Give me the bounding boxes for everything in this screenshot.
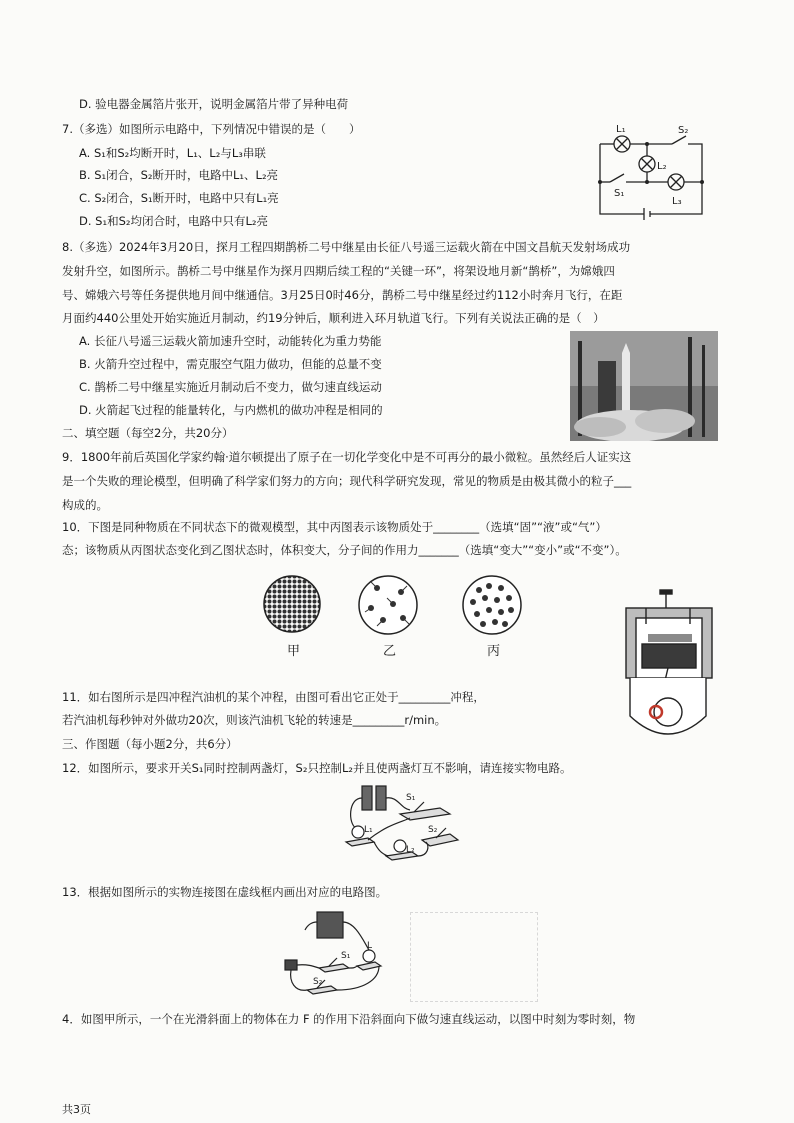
q7-label-s1: S₁	[614, 188, 625, 199]
q7-option-a: A. S₁和S₂均断开时，L₁、L₂与L₃串联	[79, 146, 266, 160]
q7-stem: 7.（多选）如图所示电路中，下列情况中错误的是（ ）	[62, 122, 361, 136]
q12-label-l1: L₁	[364, 825, 373, 835]
q8-stem-line3: 号、嫦娥六号等任务提供地月间中继通信。3月25日0时46分，鹊桥二号中继星经过约112小时奔月飞行，在距	[62, 288, 623, 302]
q12-physical-circuit	[338, 780, 462, 866]
q9-line2: 是一个失败的理论模型，但明确了科学家们努力的方向；现代科学研究发现，常见的物质是由极其微小的粒子___	[62, 474, 632, 488]
caption-jia: 甲	[287, 644, 301, 659]
q13-physical-circuit	[283, 910, 389, 1000]
q12-label-l2: L₂	[406, 845, 415, 855]
liquid-molecule-model	[461, 574, 523, 636]
caption-yi: 乙	[383, 644, 397, 659]
q13-line1: 13．根据如图所示的实物连接图在虚线框内画出对应的电路图。	[62, 885, 388, 899]
q7-option-b: B. S₁闭合，S₂断开时，电路中L₁、L₂亮	[79, 168, 279, 182]
q7-label-l2: L₂	[657, 161, 667, 172]
solid-molecule-model	[262, 574, 322, 634]
gas-molecule-model	[357, 574, 419, 636]
q10-line1: 10．下图是同种物质在不同状态下的微观模型，其中丙图表示该物质处于________（选填“固”“液”或“气”）	[62, 520, 607, 534]
q6-option-d: D. 验电器金属箔片张开，说明金属箔片带了异种电荷	[79, 97, 349, 111]
rocket-launch-photo	[570, 331, 718, 441]
answer-dashed-box	[410, 912, 538, 1002]
q8-option-b: B. 火箭升空过程中，需克服空气阻力做功，但能的总量不变	[79, 357, 382, 371]
section-2-title: 二、填空题（每空2分，共20分）	[62, 426, 234, 440]
q12-label-s1: S₁	[406, 793, 416, 803]
q10-line2: 态；该物质从丙图状态变化到乙图状态时，体积变大，分子间的作用力_______（选填“变大”“变小”或“不变”）。	[62, 543, 627, 557]
q8-stem-line4: 月面约440公里处开始实施近月制动，约19分钟后，顺利进入环月轨道飞行。下列有关说法正确的是（ ）	[62, 311, 605, 325]
section-3-title: 三、作图题（每小题2分，共6分）	[62, 737, 238, 751]
q14-line1: 4．如图甲所示，一个在光滑斜面上的物体在力 F 的作用下沿斜面向下做匀速直线运动，以图中时刻为零时刻，物	[62, 1012, 636, 1026]
q11-line1: 11．如右图所示是四冲程汽油机的某个冲程，由图可看出它正处于_________冲程，	[62, 690, 485, 704]
q13-label-s2: S₂	[313, 977, 323, 987]
q8-option-d: D. 火箭起飞过程的能量转化，与内燃机的做功冲程是相同的	[79, 403, 383, 417]
caption-bing: 丙	[487, 644, 501, 659]
q8-stem-line1: 8.（多选）2024年3月20日，探月工程四期鹊桥二号中继星由长征八号遥三运载火箭在中国文昌航天发射场成功	[62, 240, 631, 254]
q8-option-a: A. 长征八号遥三运载火箭加速升空时，动能转化为重力势能	[79, 334, 382, 348]
q8-stem-line2: 发射升空，如图所示。鹊桥二号中继星作为探月四期后续工程的“关键一环”，将架设地月新“鹊桥”，为嫦娥四	[62, 264, 615, 278]
q13-label-l: L	[367, 941, 373, 951]
q7-circuit-diagram	[592, 122, 718, 222]
q7-label-s2: S₂	[678, 125, 689, 136]
q7-option-c: C. S₂闭合，S₁断开时，电路中只有L₁亮	[79, 191, 279, 205]
q12-label-s2: S₂	[428, 825, 438, 835]
q12-line1: 12．如图所示，要求开关S₁同时控制两盏灯，S₂只控制L₂并且使两盏灯互不影响，请连接实物电路。	[62, 761, 572, 775]
q7-label-l1: L₁	[616, 124, 626, 135]
q7-option-d: D. S₁和S₂均闭合时，电路中只有L₂亮	[79, 214, 269, 228]
q9-line3: 构成的。	[62, 498, 108, 512]
page-footer: 共3页	[62, 1103, 91, 1116]
q8-option-c: C. 鹊桥二号中继星实施近月制动后不变力，做匀速直线运动	[79, 380, 382, 394]
q13-label-s1: S₁	[341, 951, 351, 961]
q7-label-l3: L₃	[672, 196, 682, 207]
q9-line1: 9．1800年前后英国化学家约翰·道尔顿提出了原子在一切化学变化中是不可再分的最小微粒。虽然经后人证实这	[62, 450, 632, 464]
q11-line2: 若汽油机每秒钟对外做功20次，则该汽油机飞轮的转速是_________r/min。	[62, 713, 447, 727]
gasoline-engine-diagram	[620, 588, 718, 752]
